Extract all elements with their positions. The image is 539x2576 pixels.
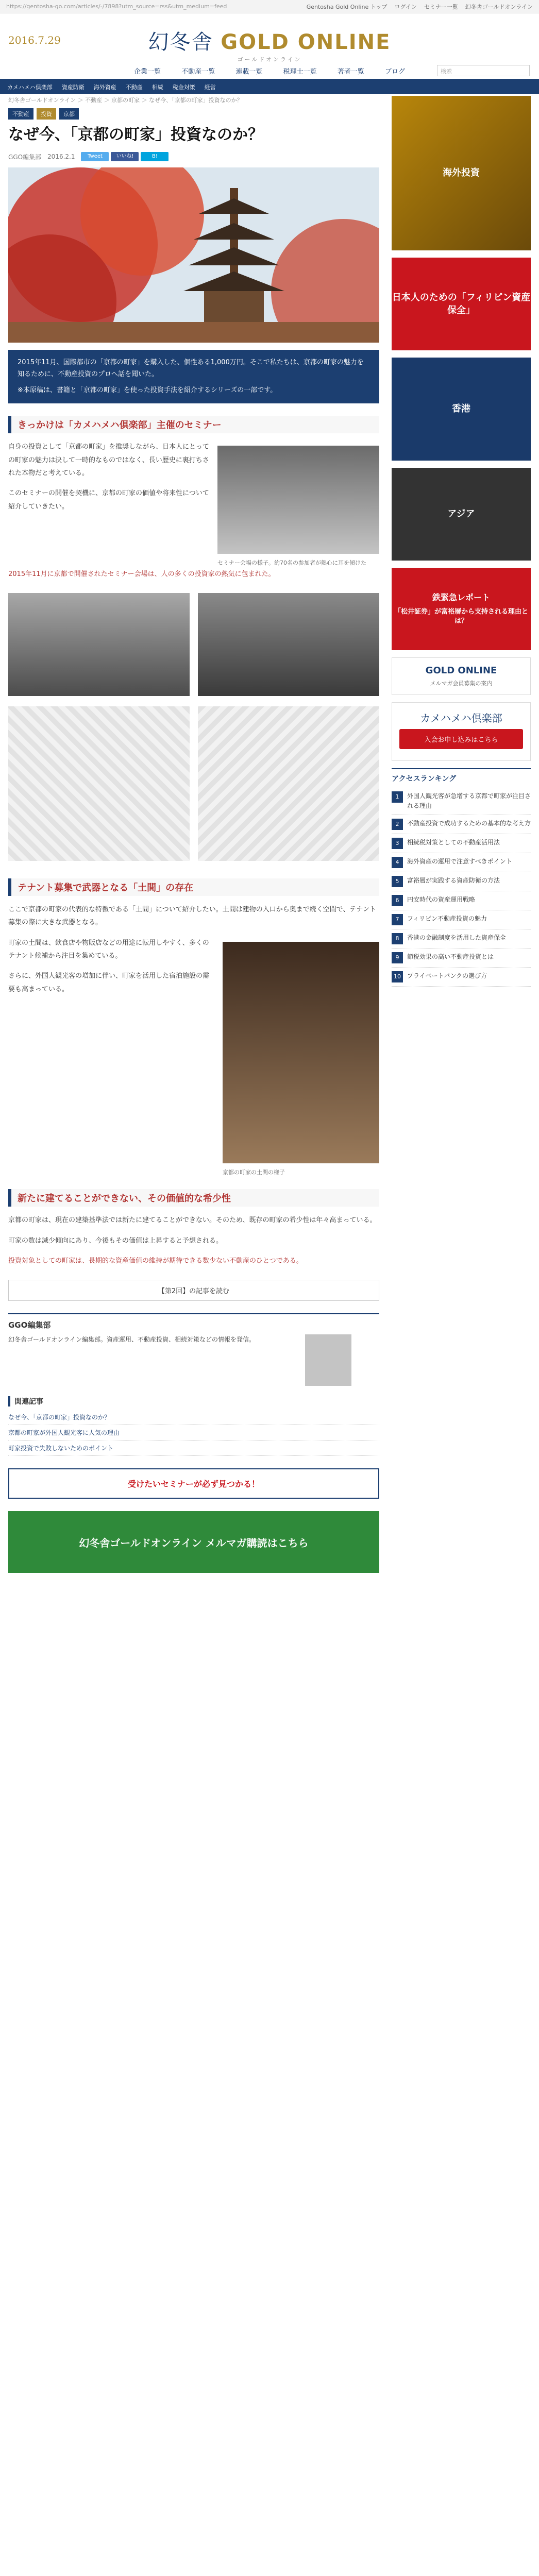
- section-text: [8, 937, 214, 1003]
- lead-paragraph: 2015年11月、国際都市の「京都の町家」を購入した、個性ある1,000万円。そこで私たちは、京都の町家の魅力を知るために、不動産投資のプロへ話を聞いた。: [18, 359, 364, 378]
- ranking-label: 不動産投資で成功するための基本的な考え方: [407, 820, 531, 827]
- global-nav: [134, 66, 405, 76]
- sidebar-ad[interactable]: [392, 568, 531, 650]
- publish-date: 2016.2.1: [47, 153, 75, 160]
- ranking-item[interactable]: [392, 834, 531, 853]
- author-name[interactable]: GGO編集部: [8, 153, 42, 161]
- body-paragraph: ここで京都の町家の代表的な特徴である「土間」について紹介したい。土間は建物の入口から奥まで続く空間で、テナント募集の際に大きな武器となる。: [8, 906, 376, 927]
- rank-number: 2: [392, 819, 403, 830]
- mailmag-box: [392, 657, 531, 695]
- subnav-item[interactable]: 経営: [204, 84, 216, 91]
- ranking-item[interactable]: [392, 948, 531, 968]
- nav-item[interactable]: ブログ: [384, 68, 405, 76]
- seminar-photo-block: [217, 440, 379, 568]
- logo-gold: GOLD ONLINE: [221, 30, 391, 54]
- sidebar-ad-sub: 「松井証券」が富裕層から支持される理由とは？: [394, 608, 528, 625]
- machiya-photo: [198, 593, 379, 696]
- logo-main: 幻冬舎: [148, 30, 213, 54]
- main-column: [8, 96, 379, 1573]
- header-date: 2016.7.29: [8, 34, 61, 46]
- photo-caption: 京都の町家の土間の様子: [223, 1168, 285, 1176]
- sidebar-ad[interactable]: 香港: [392, 358, 531, 461]
- logo-sub: ゴールドオンライン: [237, 56, 302, 63]
- ranking-label: 円安時代の資産運用戦略: [407, 896, 476, 904]
- subnav-item[interactable]: カメハメハ倶楽部: [7, 84, 53, 91]
- breadcrumb[interactable]: 幻冬舎ゴールドオンライン ＞ 不動産 ＞ 京都の町家 ＞ なぜ今、「京都の町家」投資なのか？: [8, 97, 243, 104]
- ranking-item[interactable]: [392, 788, 531, 815]
- related-articles: [8, 1396, 379, 1456]
- article-title: なぜ今、「京都の町家」投資なのか？: [8, 126, 263, 144]
- ranking-label: 相続税対策としての不動産活用法: [407, 839, 500, 846]
- related-list: [8, 1410, 379, 1456]
- ranking-item[interactable]: [392, 891, 531, 910]
- body-paragraph: 町家の数は減少傾向にあり、今後もその価値は上昇すると予想される。: [8, 1236, 223, 1245]
- subnav-item[interactable]: 税金対策: [172, 84, 195, 91]
- machiya-photo: [8, 593, 190, 696]
- ranking-label: 節税効果の高い不動産投資とは: [407, 953, 494, 961]
- sidebar-ad[interactable]: 海外投資: [392, 96, 531, 250]
- body-paragraph: 京都の町家は、現在の建築基準法では新たに建てることができない。そのため、既存の町家の希少性は年々高まっている。: [8, 1216, 377, 1225]
- body-paragraph: 2015年11月に京都で開催されたセミナー会場は、人の多くの投資家の熱気に包まれた。: [8, 570, 275, 578]
- nav-item[interactable]: 企業一覧: [134, 68, 161, 76]
- author-box-title: GGO編集部: [8, 1320, 51, 1330]
- body-paragraph: このセミナーの開催を契機に、京都の町家の価値や将来性について紹介していきたい。: [8, 489, 209, 511]
- floor-plan: [8, 706, 190, 861]
- club-title: カメハメハ倶楽部: [420, 712, 502, 724]
- rank-number: 3: [392, 838, 403, 849]
- mailmag-desc: メルマガ会員募集の案内: [430, 680, 493, 687]
- nav-item[interactable]: 連載一覧: [235, 68, 263, 76]
- like-button[interactable]: いいね!: [111, 152, 139, 161]
- top-links: [307, 3, 533, 11]
- author-desc: 幻冬舎ゴールドオンライン編集部。資産運用、不動産投資、相続対策などの情報を発信。: [8, 1336, 256, 1344]
- club-box: [392, 702, 531, 761]
- ranking-item[interactable]: [392, 929, 531, 948]
- top-link[interactable]: セミナー一覧: [424, 3, 458, 10]
- top-bar: [0, 0, 539, 13]
- doma-photo-block: [223, 937, 379, 1177]
- ranking-title: アクセスランキング: [392, 775, 457, 783]
- mailmag-title: GOLD ONLINE: [425, 665, 497, 676]
- rank-number: 9: [392, 952, 403, 963]
- subnav-item[interactable]: 不動産: [125, 84, 143, 91]
- ranking-item[interactable]: [392, 872, 531, 891]
- subnav-item[interactable]: 相続: [151, 84, 163, 91]
- ranking-label: 海外資産の運用で注意すべきポイント: [407, 858, 512, 866]
- site-header: [0, 13, 539, 80]
- hero-image: [8, 167, 379, 343]
- doma-photo: [223, 942, 379, 1163]
- ranking-list: [392, 788, 531, 987]
- ranking-item[interactable]: [392, 815, 531, 834]
- author-row: [8, 1334, 379, 1386]
- sub-nav: [0, 80, 539, 94]
- top-link[interactable]: Gentosha Gold Online トップ: [306, 3, 388, 10]
- lead-box: [8, 350, 379, 403]
- ranking-label: フィリピン不動産投資の魅力: [407, 915, 487, 923]
- club-join-button[interactable]: 入会お申し込みはこちら: [399, 729, 523, 749]
- tag[interactable]: 投資: [37, 108, 56, 120]
- sidebar: [392, 96, 531, 987]
- nav-item[interactable]: 不動産一覧: [181, 68, 215, 76]
- article-body: [8, 416, 379, 1267]
- related-item[interactable]: なぜ今、「京都の町家」投資なのか？: [8, 1410, 379, 1425]
- section-heading: テナント募集で武器となる「土間」の存在: [8, 878, 379, 896]
- seminar-banner-text: 受けたいセミナーが必ず見つかる！: [127, 1479, 260, 1489]
- pagoda-autumn-image: [8, 167, 379, 343]
- rank-number: 7: [392, 914, 403, 925]
- tweet-button[interactable]: Tweet: [81, 152, 109, 161]
- section-text: [8, 440, 209, 520]
- tag[interactable]: 京都: [59, 108, 79, 120]
- tag[interactable]: 不動産: [8, 108, 33, 120]
- ranking-label: プライベートバンクの選び方: [407, 972, 487, 980]
- body-paragraph: 自身の投資として「京都の町家」を推奨しながら、日本人にとっての町家の魅力は決して一時的なものではなく、長い歴史に裏打ちされた本物だと考えている。: [8, 443, 209, 477]
- section-row: [8, 937, 379, 1177]
- ranking-item[interactable]: [392, 968, 531, 987]
- photo-row: [8, 588, 379, 701]
- byline: [8, 152, 379, 161]
- related-item[interactable]: 町家投資で失敗しないためのポイント: [8, 1440, 379, 1456]
- hatena-button[interactable]: B!: [141, 152, 169, 161]
- search-input[interactable]: 検索: [437, 65, 530, 76]
- author-box: [8, 1313, 379, 1386]
- sidebar-ad[interactable]: 日本人のための「フィリピン資産保全」: [392, 258, 531, 350]
- rank-number: 4: [392, 857, 403, 868]
- site-logo[interactable]: [0, 26, 539, 63]
- share-buttons: [81, 152, 169, 161]
- map-row: [8, 701, 379, 866]
- lead-paragraph: ※本原稿は、書籍と「京都の町家」を使った投資手法を紹介するシリーズの一部です。: [18, 386, 277, 394]
- page-url: https://gentosha-go.com/articles/-/7898?utm_source=rss&utm_medium=feed: [6, 3, 227, 10]
- rank-number: 8: [392, 933, 403, 944]
- ranking-label: 香港の金融制度を活用した資産保全: [407, 934, 507, 942]
- top-link[interactable]: ログイン: [394, 3, 417, 10]
- seminar-photo: [217, 446, 379, 554]
- author-photo: [305, 1334, 351, 1386]
- related-title: 関連記事: [8, 1396, 379, 1406]
- top-link[interactable]: 幻冬舎ゴールドオンライン: [465, 3, 533, 10]
- subnav-item[interactable]: 海外資産: [93, 84, 116, 91]
- ranking-label: 富裕層が実践する資産防衛の方法: [407, 877, 500, 885]
- seminar-banner[interactable]: [8, 1468, 379, 1499]
- rank-number: 6: [392, 895, 403, 906]
- rank-number: 1: [392, 791, 403, 803]
- section-row: [8, 440, 379, 568]
- ranking-label: 外国人観光客が急増する京都で町家が注目される理由: [407, 792, 531, 810]
- rank-number: 5: [392, 876, 403, 887]
- rank-number: 10: [392, 971, 403, 982]
- section-heading: きっかけは「カメハメハ倶楽部」主催のセミナー: [8, 416, 379, 433]
- body-paragraph: 町家の土間は、飲食店や物販店などの用途に転用しやすく、多くのテナント候補から注目を集めている。: [8, 939, 209, 960]
- ranking-item[interactable]: [392, 853, 531, 872]
- photo-caption: セミナー会場の様子。約70名の参加者が熱心に耳を傾けた: [217, 560, 366, 567]
- next-article-button[interactable]: 【第2回】の記事を読む: [8, 1280, 379, 1301]
- tag-list: [8, 108, 379, 120]
- mailmag-banner[interactable]: 幻冬舎ゴールドオンライン メルマガ購読はこちら: [8, 1511, 379, 1573]
- body-paragraph: さらに、外国人観光客の増加に伴い、町家を活用した宿泊施設の需要も高まっている。: [8, 972, 210, 993]
- ranking-item[interactable]: [392, 910, 531, 929]
- body-paragraph: 投資対象としての町家は、長期的な資産価値の維持が期待できる数少ない不動産のひとつである。: [8, 1257, 303, 1265]
- related-item[interactable]: 京都の町家が外国人観光客に人気の理由: [8, 1425, 379, 1440]
- nav-item[interactable]: 著者一覧: [337, 68, 364, 76]
- sidebar-ad-title: 鉄緊急レポート: [432, 592, 490, 602]
- subnav-item[interactable]: 資産防衛: [61, 84, 85, 91]
- floor-plan: [198, 706, 379, 861]
- ranking: [392, 768, 531, 987]
- section-heading: 新たに建てることができない、その価値的な希少性: [8, 1189, 379, 1207]
- sidebar-ad[interactable]: アジア: [392, 468, 531, 561]
- nav-item[interactable]: 税理士一覧: [283, 68, 317, 76]
